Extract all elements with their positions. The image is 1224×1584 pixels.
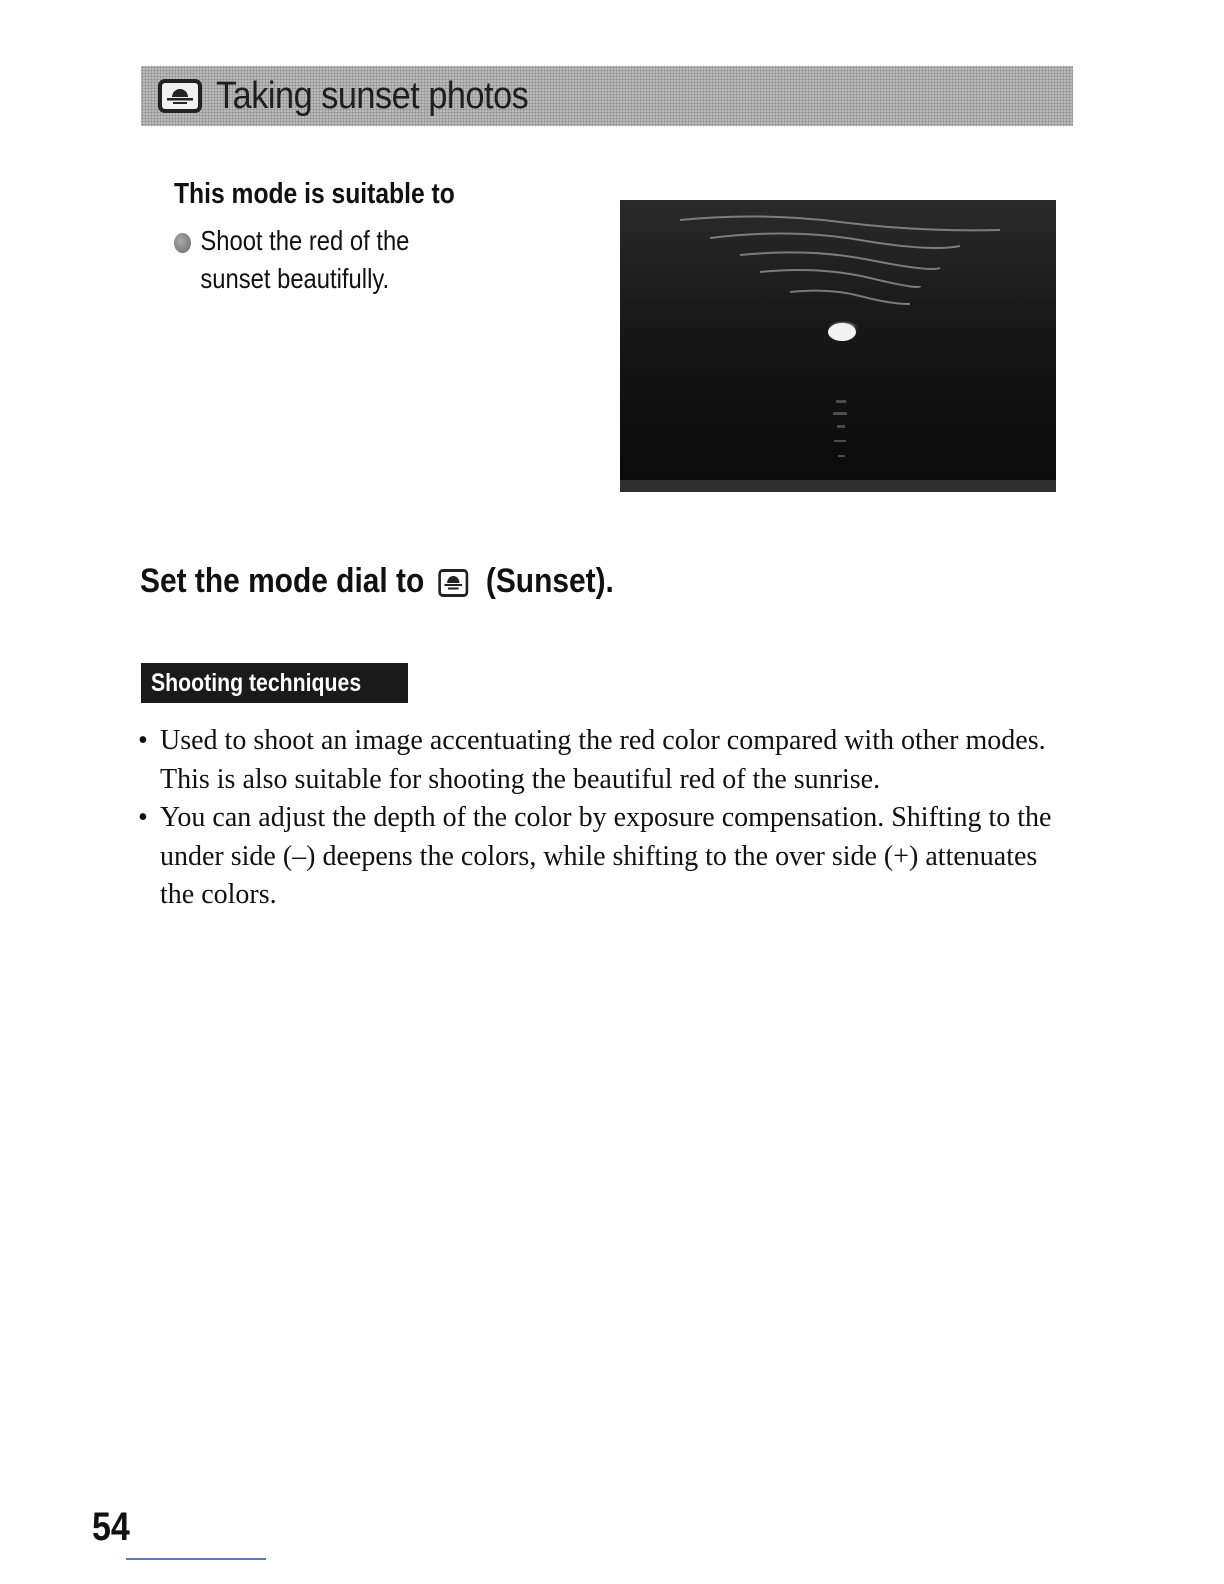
bullet-dot-icon [174,233,191,253]
bullet-icon: • [138,725,148,756]
section-title: Taking sunset photos [216,74,529,117]
bullet-icon: • [138,802,148,833]
mode-dial-instruction [140,562,614,601]
suitable-item-text: Shoot the red of the sunset beautifully. [200,225,410,294]
sunset-mode-icon [438,569,468,597]
shooting-techniques-label: Shooting techniques [151,668,362,697]
list-item [138,722,1078,799]
section-title-bar [141,66,1073,126]
sunset-over-water-photo [620,200,1056,492]
sunset-mode-icon [158,79,202,113]
instruction-text-after: (Sunset). [485,562,614,600]
techniques-list [138,722,1078,915]
page-number: 54 [92,1505,130,1549]
instruction-text-before: Set the mode dial to [140,562,425,600]
list-item [138,799,1078,915]
suitable-heading: This mode is suitable to [174,178,455,210]
shooting-techniques-tag [141,663,408,703]
suitable-list-item [174,222,480,298]
list-item-text: Used to shoot an image accentuating the red color compared with other modes. This is also suitable for shooting the beautiful red of the sunrise. [160,725,1046,795]
footer-rule [126,1558,266,1560]
list-item-text: You can adjust the depth of the color by exposure compensation. Shifting to the under side (–) deepens the colors, while shifting to the over side (+) attenuates the colors. [160,802,1052,910]
